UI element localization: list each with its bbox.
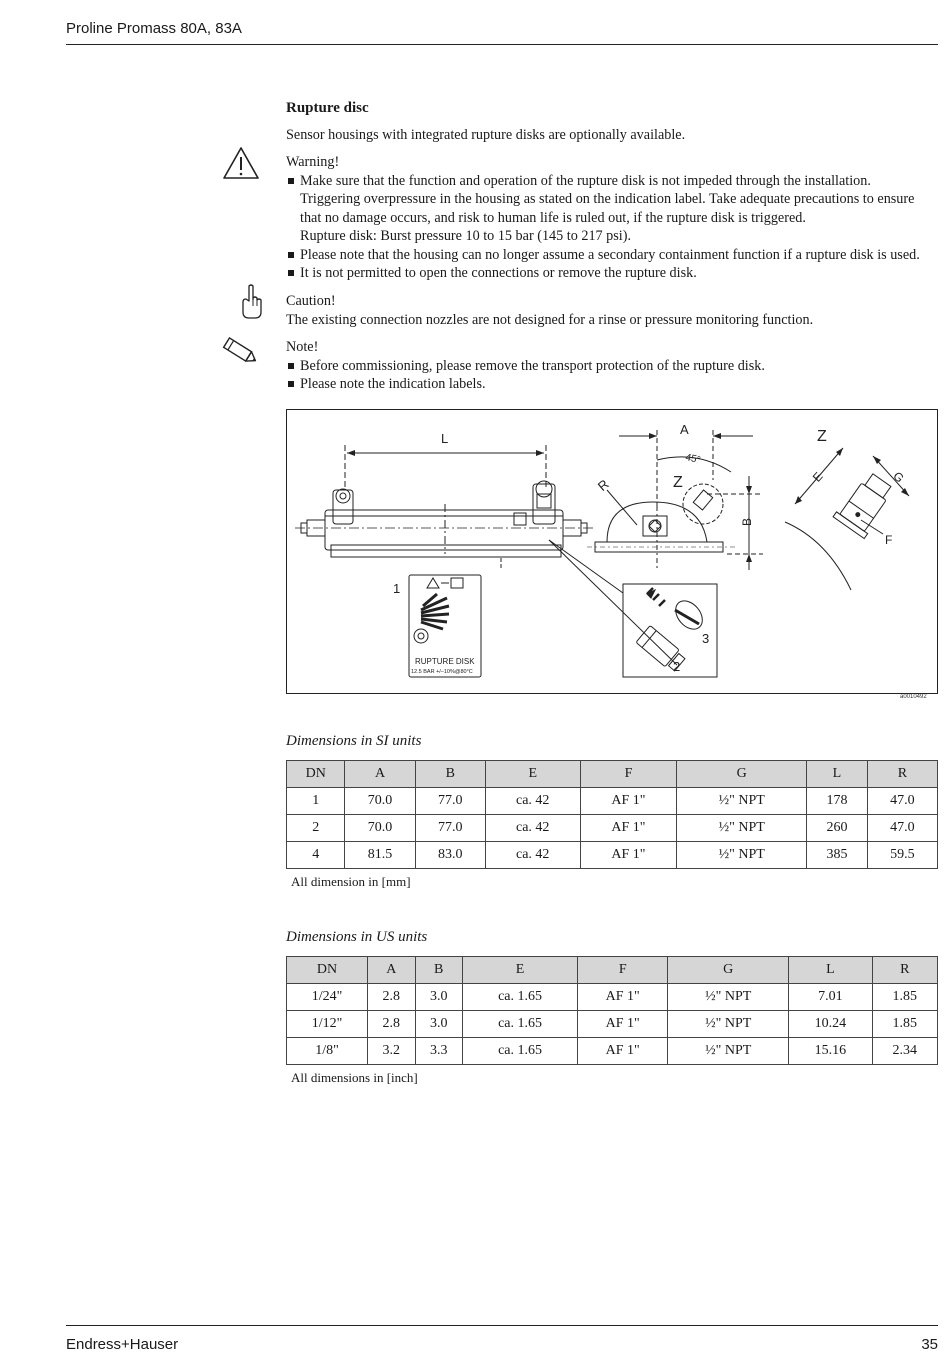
si-table-note: All dimension in [mm] <box>291 874 411 889</box>
label-L: L <box>441 431 449 446</box>
table-cell: ½" NPT <box>677 815 807 842</box>
table-row <box>287 1011 938 1038</box>
column-header: DN <box>287 957 368 984</box>
column-header: B <box>415 761 485 788</box>
column-header: A <box>345 761 415 788</box>
label-B: B <box>740 517 754 526</box>
column-header: E <box>485 761 580 788</box>
table-row <box>287 984 938 1011</box>
table-row <box>287 1038 938 1065</box>
warning-item: Make sure that the function and operation of the rupture disk is not impeded through the installation. Triggering overpressure in the housing as stated on the indication label. Take adequate precautions to ensure that no damage occurs, and risk to human life is ruled out, if the rupture disk is triggered. Rupture disk: Burst pressure 10 to 15 bar (145 to 217 psi). <box>286 172 938 246</box>
label-G: G <box>890 468 907 486</box>
table-cell: ca. 42 <box>485 842 580 869</box>
table-cell: 3.0 <box>415 1011 462 1038</box>
column-header: B <box>415 957 462 984</box>
document-title: Proline Promass 80A, 83A <box>66 20 242 37</box>
table-cell: 70.0 <box>345 815 415 842</box>
table-row <box>287 815 938 842</box>
rupture-disk-figure <box>286 409 938 694</box>
label-Z-main: Z <box>817 428 827 445</box>
warning-item: Please note that the housing can no longer assume a secondary containment function if a rupture disk is used. <box>286 246 938 265</box>
table-cell: ½" NPT <box>668 984 789 1011</box>
intro-text: Sensor housings with integrated rupture disks are optionally available. <box>286 127 686 143</box>
label-F: F <box>885 533 893 547</box>
us-table-caption: Dimensions in US units <box>286 929 428 945</box>
column-header: R <box>867 761 937 788</box>
caution-text: The existing connection nozzles are not designed for a rinse or pressure monitoring function. <box>286 311 814 328</box>
table-cell: 1 <box>287 788 345 815</box>
column-header: L <box>789 957 872 984</box>
table-cell: 2.8 <box>368 1011 415 1038</box>
warning-icon <box>222 146 260 180</box>
table-cell: AF 1" <box>580 842 677 869</box>
plate-title: RUPTURE DISK <box>415 657 475 666</box>
note-block <box>286 338 938 394</box>
table-cell: ½" NPT <box>668 1038 789 1065</box>
caution-block <box>286 292 938 329</box>
pencil-icon <box>218 334 260 368</box>
column-header: DN <box>287 761 345 788</box>
column-header: G <box>668 957 789 984</box>
column-header: E <box>462 957 577 984</box>
table-cell: 7.01 <box>789 984 872 1011</box>
us-table-note: All dimensions in [inch] <box>291 1070 418 1085</box>
table-cell: 260 <box>807 815 868 842</box>
us-dimensions-table <box>286 956 938 1065</box>
warning-item: It is not permitted to open the connections or remove the rupture disk. <box>286 264 938 283</box>
footer-brand: Endress+Hauser <box>66 1336 179 1353</box>
technical-drawing <box>287 410 937 693</box>
column-header: A <box>368 957 415 984</box>
table-cell: ½" NPT <box>668 1011 789 1038</box>
header-rule <box>66 44 938 45</box>
table-row <box>287 788 938 815</box>
label-R: R <box>594 476 612 494</box>
table-cell: ½" NPT <box>677 842 807 869</box>
caution-label: Caution! <box>286 293 336 309</box>
table-cell: 10.24 <box>789 1011 872 1038</box>
label-angle: 45° <box>684 452 702 467</box>
table-cell: ca. 42 <box>485 815 580 842</box>
si-table-caption: Dimensions in SI units <box>286 733 422 749</box>
label-A: A <box>680 422 689 437</box>
note-label: Note! <box>286 339 319 355</box>
column-header: G <box>677 761 807 788</box>
pointing-hand-icon <box>240 284 264 320</box>
table-cell: 77.0 <box>415 815 485 842</box>
column-header: L <box>807 761 868 788</box>
table-cell: 77.0 <box>415 788 485 815</box>
table-cell: 1/12" <box>287 1011 368 1038</box>
table-cell: 4 <box>287 842 345 869</box>
plate-subtitle: 12.5 BAR +/–10%@80°C <box>411 669 473 675</box>
table-cell: 81.5 <box>345 842 415 869</box>
label-3: 3 <box>702 631 710 646</box>
table-cell: ca. 42 <box>485 788 580 815</box>
label-1: 1 <box>393 581 401 596</box>
table-cell: AF 1" <box>580 788 677 815</box>
table-cell: 385 <box>807 842 868 869</box>
table-header-row <box>287 761 938 788</box>
table-cell: AF 1" <box>578 1038 668 1065</box>
warning-block <box>286 153 938 283</box>
table-cell: ca. 1.65 <box>462 984 577 1011</box>
column-header: F <box>580 761 677 788</box>
note-item: Before commissioning, please remove the transport protection of the rupture disk. <box>286 357 938 376</box>
table-cell: 2 <box>287 815 345 842</box>
table-cell: 83.0 <box>415 842 485 869</box>
table-cell: 178 <box>807 788 868 815</box>
table-cell: 3.3 <box>415 1038 462 1065</box>
warning-label: Warning! <box>286 154 340 170</box>
table-cell: 2.34 <box>872 1038 937 1065</box>
table-cell: 15.16 <box>789 1038 872 1065</box>
label-2: 2 <box>673 659 681 674</box>
footer-rule <box>66 1325 938 1326</box>
table-row <box>287 842 938 869</box>
table-cell: AF 1" <box>578 1011 668 1038</box>
page-number: 35 <box>921 1336 938 1353</box>
table-cell: 1/24" <box>287 984 368 1011</box>
table-cell: 1.85 <box>872 1011 937 1038</box>
label-Z-detail: Z <box>673 474 683 491</box>
table-cell: 3.2 <box>368 1038 415 1065</box>
section-title: Rupture disc <box>286 100 369 116</box>
table-cell: 1.85 <box>872 984 937 1011</box>
table-cell: 47.0 <box>867 788 937 815</box>
table-cell: 1/8" <box>287 1038 368 1065</box>
table-header-row <box>287 957 938 984</box>
table-cell: 59.5 <box>867 842 937 869</box>
table-cell: AF 1" <box>578 984 668 1011</box>
table-cell: 2.8 <box>368 984 415 1011</box>
table-cell: 70.0 <box>345 788 415 815</box>
label-E: E <box>809 469 826 485</box>
table-cell: AF 1" <box>580 815 677 842</box>
table-cell: ca. 1.65 <box>462 1011 577 1038</box>
note-item: Please note the indication labels. <box>286 375 938 394</box>
table-cell: ½" NPT <box>677 788 807 815</box>
si-dimensions-table <box>286 760 938 869</box>
table-cell: 3.0 <box>415 984 462 1011</box>
column-header: R <box>872 957 937 984</box>
column-header: F <box>578 957 668 984</box>
figure-code: a0010492 <box>900 694 927 700</box>
table-cell: 47.0 <box>867 815 937 842</box>
table-cell: ca. 1.65 <box>462 1038 577 1065</box>
